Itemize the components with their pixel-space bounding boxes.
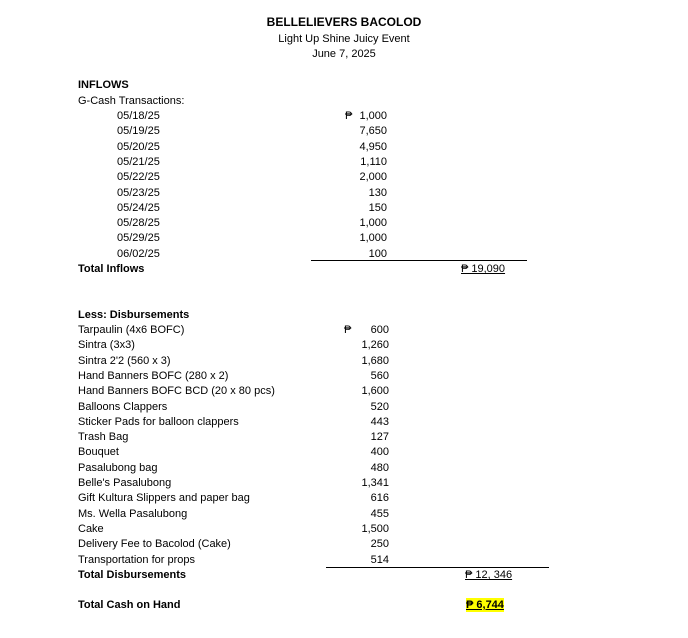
disbursement-item: Transportation for props [78,554,195,566]
disbursement-amount: 1,600 [361,385,389,397]
disbursement-item: Hand Banners BOFC BCD (20 x 80 pcs) [78,385,275,397]
inflow-date: 05/28/25 [117,217,160,229]
event-title: Light Up Shine Juicy Event [278,33,410,45]
disbursement-amount: 250 [370,538,389,550]
disbursement-item: Cake [78,523,104,535]
disbursement-item: Bouquet [78,446,119,458]
disbursement-amount: 560 [370,370,389,382]
disbursement-amount: 616 [370,492,389,504]
total-inflows-value: ₱ 19,090 [461,263,506,275]
inflows-divider [311,260,527,261]
disbursement-item: Ms. Wella Pasalubong [78,508,188,520]
inflow-date: 05/24/25 [117,202,160,214]
disbursement-amount: 1,341 [361,477,389,489]
inflow-date: 05/21/25 [117,156,160,168]
inflow-currency-symbol: ₱ [345,110,353,122]
gcash-subheading: G-Cash Transactions: [78,95,185,107]
total-disbursements-label: Total Disbursements [78,569,186,581]
disbursements-heading: Less: Disbursements [78,309,190,321]
disbursement-item: Sintra 2'2 (560 x 3) [78,355,171,367]
disbursement-item: Gift Kultura Slippers and paper bag [78,492,250,504]
event-date: June 7, 2025 [312,48,376,60]
disbursement-amount: 600 [370,324,389,336]
disbursement-item: Tarpaulin (4x6 BOFC) [78,324,185,336]
disbursement-item: Delivery Fee to Bacolod (Cake) [78,538,231,550]
inflow-date: 05/18/25 [117,110,160,122]
disbursement-item: Sticker Pads for balloon clappers [78,416,239,428]
cash-on-hand-label: Total Cash on Hand [78,599,181,611]
disbursement-item: Sintra (3x3) [78,339,135,351]
disbursement-item: Balloons Clappers [78,401,168,413]
inflow-amount: 130 [368,187,387,199]
inflow-amount: 1,000 [359,217,387,229]
disbursement-amount: 480 [370,462,389,474]
disbursement-amount: 127 [370,431,389,443]
disbursement-amount: 1,500 [361,523,389,535]
inflow-amount: 100 [368,248,387,260]
inflow-date: 05/29/25 [117,232,160,244]
inflow-amount: 1,000 [359,110,387,122]
disbursement-currency-symbol: ₱ [344,324,352,336]
disbursements-divider [326,567,549,568]
total-disbursements-value: ₱ 12, 346 [465,569,513,581]
disbursement-amount: 443 [370,416,389,428]
inflow-amount: 4,950 [359,141,387,153]
inflow-date: 05/22/25 [117,171,160,183]
org-title: BELLELIEVERS BACOLOD [266,15,422,29]
inflow-date: 05/20/25 [117,141,160,153]
disbursement-item: Hand Banners BOFC (280 x 2) [78,370,229,382]
total-inflows-label: Total Inflows [78,263,145,275]
disbursement-amount: 400 [370,446,389,458]
disbursement-amount: 514 [370,554,389,566]
inflow-date: 05/23/25 [117,187,160,199]
inflow-amount: 150 [368,202,387,214]
disbursement-amount: 455 [370,508,389,520]
inflow-amount: 1,000 [359,232,387,244]
inflow-amount: 2,000 [359,171,387,183]
disbursement-amount: 1,260 [361,339,389,351]
cash-on-hand-value: ₱ 6,744 [466,599,504,611]
disbursement-item: Pasalubong bag [78,462,158,474]
inflows-heading: INFLOWS [78,79,129,91]
inflow-date: 06/02/25 [117,248,160,260]
disbursement-amount: 1,680 [361,355,389,367]
inflow-date: 05/19/25 [117,125,160,137]
disbursement-item: Trash Bag [78,431,129,443]
disbursement-amount: 520 [370,401,389,413]
disbursement-item: Belle's Pasalubong [78,477,172,489]
inflow-amount: 1,110 [360,156,387,168]
inflow-amount: 7,650 [359,125,387,137]
